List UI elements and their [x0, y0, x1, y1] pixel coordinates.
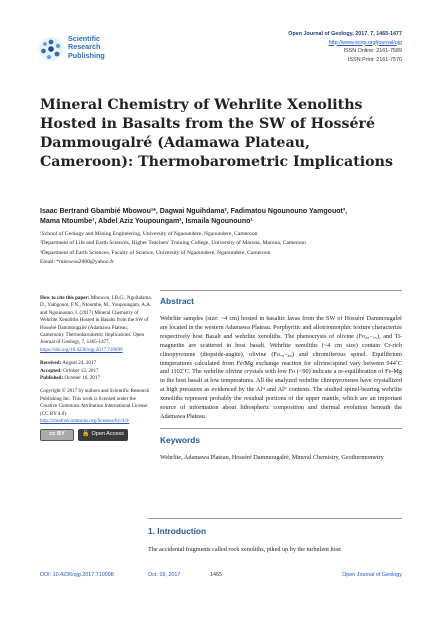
- publisher-name-line: Publishing: [68, 50, 105, 60]
- license-link[interactable]: http://creativecommons.org/licenses/by/4.0/: [40, 418, 130, 425]
- page-footer: [40, 572, 402, 584]
- cc-by-label: cc BY: [49, 430, 65, 437]
- license-badges: [40, 429, 152, 441]
- affiliation: ³Department of Earth Sciences, Faculty of Science, University of Ngaoundere, Ngaoundere, Cameroon: [40, 249, 271, 256]
- authors-line: Mama Ntoumbe¹, Abdel Aziz Youpoungam¹, Ismaila Ngounouno¹: [40, 218, 253, 225]
- accepted-value: October 13, 2017: [63, 367, 99, 374]
- author-list: [40, 207, 400, 227]
- authors-line: Isaac Bertrand Gbambié Mbowou¹*, Dagwai Nguihdama², Fadimatou Ngounouno Yamgouot³,: [40, 208, 348, 215]
- citation-block: [40, 295, 152, 354]
- issn-online: ISSN Online: 2161-7589: [343, 48, 402, 55]
- copyright-text: Copyright © 2017 by authors and Scientific Research Publishing Inc. This work is licensed under the Creative Commons Attribution International License (CC BY 4.0).: [40, 388, 150, 417]
- open-access-badge[interactable]: [78, 429, 128, 441]
- publisher-name: [68, 35, 105, 60]
- footer-doi-link[interactable]: DOI: 10.4236/ojg.2017.710098: [40, 572, 114, 578]
- section-divider: [160, 290, 402, 291]
- publisher-name-line: Scientific: [68, 34, 100, 43]
- received-value: August 24, 2017: [62, 360, 97, 367]
- affiliation: ¹School of Geology and Mining Engineering, University of Ngaoundere, Ngaoundere, Cameroon: [40, 231, 258, 237]
- open-access-label: Open Access: [91, 430, 124, 437]
- journal-citation: Open Journal of Geology, 2017, 7, 1465-1477: [288, 31, 402, 37]
- abstract-section: [160, 290, 402, 463]
- cite-text: Mbowou, I.B.G., Nguihdama, D., Yamgouot, F.N., Ntoumbe, M., Youpoungam, A.A. and Ngounouno, I. (2017) Mineral Chemistry of Wehrlite Xenoliths Hosted in Basalts from the SW of Hosséré Dammougalré (Adamawa Plateau, Cameroon): Thermobarometric Implications. Open Journal of Geology, 7, 1465-1477.: [40, 295, 152, 346]
- abstract-heading: Abstract: [160, 296, 194, 306]
- accepted-date: [40, 368, 152, 375]
- article-title: Mineral Chemistry of Wehrlite Xenoliths Hosted in Basalts from the SW of Hosséré Dammougalré (Adamawa Plateau, Cameroon): Thermobarometric Implications: [40, 97, 393, 170]
- keywords-heading: Keywords: [160, 434, 201, 445]
- affiliation: ²Department of Life and Earth Sciences, Higher Teachers' Training College, University of Maroua, Maroua, Cameroon: [40, 240, 306, 247]
- accepted-label: Accepted:: [40, 367, 62, 374]
- published-value: October 16, 2017: [64, 375, 101, 382]
- corresponding-email: Email: *mbowou2000@yahoo.fr: [40, 259, 114, 266]
- keywords-text: Wehrlite, Adamawa Plateau, Hosséré Dammougalré, Mineral Chemistry, Geothermometry: [160, 453, 384, 461]
- scirp-logo-icon: [38, 36, 64, 62]
- published-label: Published:: [40, 375, 64, 382]
- open-lock-icon: 🔓: [82, 430, 90, 437]
- cc-by-badge[interactable]: [40, 429, 74, 441]
- section-divider: [160, 428, 402, 429]
- introduction-text: The accidental fragments called rock xenoliths, piked up by the turbulent host: [148, 546, 341, 553]
- publisher-name-line: Research: [68, 42, 101, 52]
- abstract-text: Wehrlite samples (size: ~4 cm) hosted in basaltic lavas from the SW of Hosséré Dammougalré are located in the western Adamawa Plateau. Porphyritic and allotriomorphic texture characterize respectively host Basalt and wehrlite xenoliths. The phenocrysts of olivine (Fo₆₈₋₇₅), and Ti-magnetite are scattered in host basalt. Wehrlite xenoliths (~4 cm size) contain Cr-rich clinopyroxene (diopside-augite), olivine (Fo₇₉₋₈₀) and chromiferous spinel. Equilibrium temperatures calculated from Fe/Mg exchange reaction for olivine/spinel vary between 944˚C and 1102˚C. The wehrlite olivine crystals with low Fo (<90) indicate a re-equilibration of Fe-Mg in the host basalt at low temperatures. All the analyzed wehrlite clinopyroxenes have crystallized at high pressures as evidenced by the Alᵛᴵ and Alᴵᵛ contents. The studied spinel-bearing wehrlite xenoliths represent probably the residual portions of the upper mantle, which are an important source of information about lithospheric composition and thermal evolution beneath the Adamawa Plateau.: [160, 315, 402, 420]
- journal-info: [288, 30, 402, 64]
- journal-url-link[interactable]: http://www.scirp.org/journal/ojg: [328, 39, 402, 46]
- dates-block: [40, 360, 152, 382]
- introduction-heading: 1. Introduction: [148, 526, 207, 536]
- footer-date: Oct. 16, 2017: [148, 572, 181, 578]
- published-date: [40, 375, 152, 382]
- footer-journal-link[interactable]: Open Journal of Geology: [342, 572, 402, 578]
- received-label: Received:: [40, 360, 62, 367]
- page-header: [38, 30, 402, 70]
- cite-doi-link[interactable]: https://doi.org/10.4236/ojg.2017.710099: [40, 346, 123, 353]
- received-date: [40, 360, 152, 367]
- affiliations: [40, 230, 400, 268]
- section-divider: [148, 518, 402, 519]
- issn-print: ISSN Print: 2161-7570: [348, 56, 402, 63]
- article-sidebar: [40, 295, 152, 447]
- page-number: 1465: [210, 572, 222, 578]
- copyright-block: [40, 388, 152, 440]
- publisher-logo: [38, 34, 158, 68]
- cite-label: How to cite this paper:: [40, 295, 90, 301]
